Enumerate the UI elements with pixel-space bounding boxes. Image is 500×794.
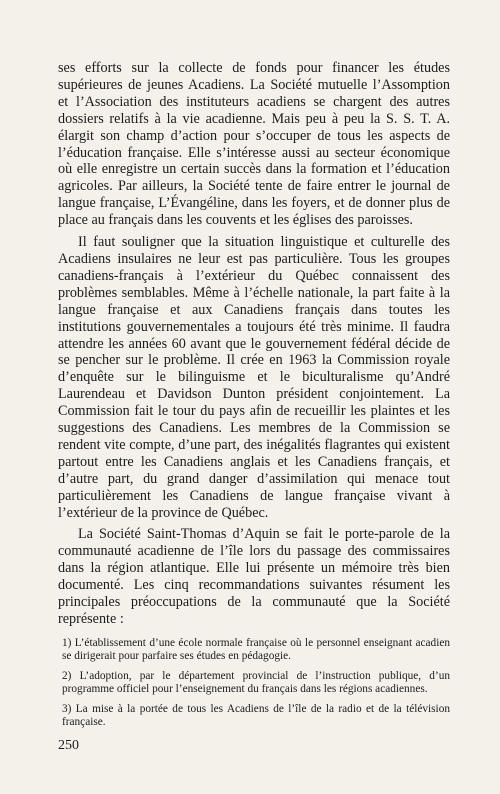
page-number: 250 <box>58 738 79 753</box>
list-item: 1) L’établissement d’une école normale française où le personnel enseignant acadien se dirigerait pour parfaire ses études en pédagogie. <box>62 636 450 663</box>
paragraph-1: ses efforts sur la collecte de fonds pour financer les études supérieures de jeunes Acadiens. La Société mutuelle l’Assomption et l’Association des instituteurs acadiens se chargent des autres dossiers relatifs à la vie acadienne. Mais peu à peu la S. S. T. A. élargit son champ d’action pour s’occuper de tous les aspects de l’éducation française. Elle s’intéresse aussi au secteur économique où elle enregistre un certain succès dans la formation et l’éducation agricoles. Par ailleurs, la Société tente de faire entrer le journal de langue française, L’Évangéline, dans les foyers, et de donner plus de place au français dans les couvents et les églises des paroisses. <box>58 60 450 229</box>
list-item: 3) La mise à la portée de tous les Acadiens de l’île de la radio et de la télévision française. <box>62 702 450 728</box>
paragraph-3: La Société Saint-Thomas d’Aquin se fait le porte-parole de la communauté acadienne de l’île lors du passage des commissaires dans la région atlantique. Elle lui présente un mémoire très bien documenté. Les cinq recommandations suivantes résument les principales préoccupations de la communauté que la Société représente : <box>58 526 450 627</box>
paragraph-2: Il faut souligner que la situation linguistique et culturelle des Acadiens insulaires ne leur est pas particulière. Tous les groupes canadiens-français à l’extérieur du Québec connaissent des problèmes semblables. Même à l’échelle nationale, la part faite à la langue française et aux Canadiens français dans toutes les institutions gouvernementales a toujours été très minime. Il faudra attendre les années 60 avant que le gouvernement fédéral décide de se pencher sur le problème. Il crée en 1963 la Commission royale d’enquête sur le bilinguisme et le biculturalisme qu’André Laurendeau et Davidson Dunton président conjointement. La Commission fait le tour du pays afin de recueillir les plaintes et les suggestions des Canadiens. Les membres de la Commission se rendent vite compte, d’une part, des inégalités flagrantes qui existent partout entre les Canadiens anglais et les Canadiens français, et d’autre part, du grand danger d’assimilation qui menace tout particulièrement les Canadiens de langue française vivant à l’extérieur de la province de Québec. <box>58 234 450 521</box>
page-body <box>58 60 450 735</box>
list-item: 2) L’adoption, par le département provincial de l’instruction publique, d’un programme officiel pour l’enseignement du français dans les régions acadiennes. <box>62 669 450 696</box>
recommendation-list <box>58 637 450 729</box>
